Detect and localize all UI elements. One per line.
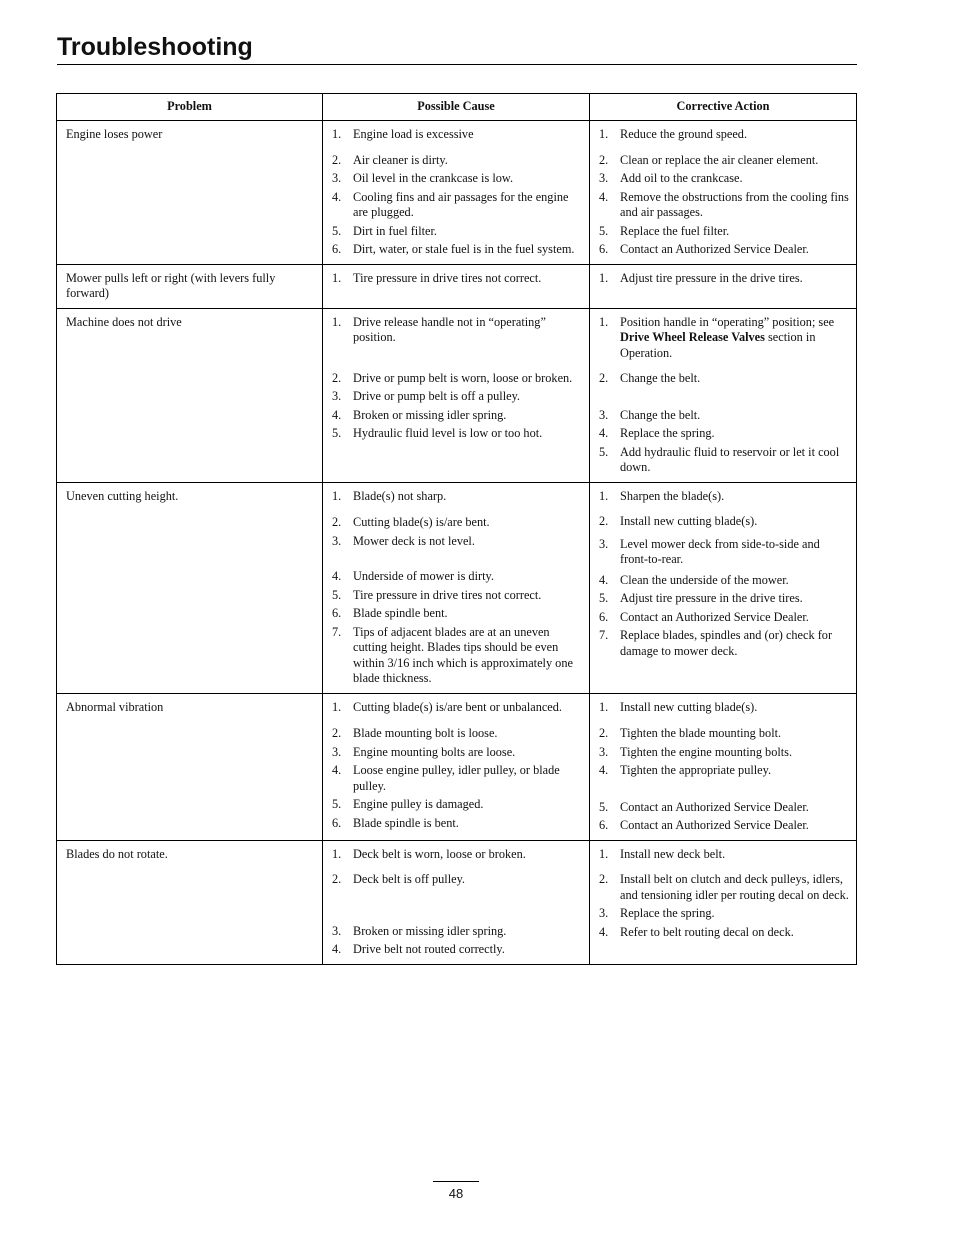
item-number: 4. [599,924,609,939]
item-text [620,190,850,221]
item-text-main: Deck belt is worn, loose or broken. [353,846,526,861]
item-text-main: Broken or missing idler spring. [353,923,507,938]
item-text [353,515,583,531]
item-number: 2. [332,370,342,385]
item-text [353,389,583,405]
item-text-main: Tire pressure in drive tires not correct. [353,270,542,285]
item-number: 4. [599,763,609,777]
item-text-main: Contact an Authorized Service Dealer. [620,818,809,832]
action-item [599,153,850,169]
action-item [599,745,850,761]
item-number: 4. [599,426,609,440]
action-item [599,906,850,922]
item-text-main: Dirt in fuel filter. [353,223,438,238]
item-text [620,408,850,424]
item-number: 5. [599,444,609,459]
item-number: 4. [332,407,342,422]
item-number: 1. [332,314,342,329]
item-text-main: Drive or pump belt is worn, loose or broken. [353,370,573,385]
item-text-main: Tighten the engine mounting bolts. [620,744,793,759]
cause-item [332,797,583,813]
item-number: 2. [332,726,342,740]
item-text-main: Clean the underside of the mower. [620,572,789,587]
item-text [620,847,850,863]
item-text-main: Sharpen the blade(s). [620,488,725,503]
table-row [57,121,857,265]
item-text-main: Contact an Authorized Service Dealer. [620,609,809,624]
header-corrective-action: Corrective Action [590,94,857,121]
item-text [353,625,583,687]
item-text [353,271,583,287]
item-number: 6. [332,606,342,620]
item-number: 3. [332,744,342,759]
item-number: 3. [332,171,342,185]
item-text-main: Tighten the appropriate pulley. [620,763,772,777]
item-text [620,745,850,761]
item-text [353,942,583,958]
item-text-main: Install belt on clutch and deck pulleys, idlers, and tensioning idler per routing decal on deck. [620,872,849,902]
action-item [599,537,850,568]
item-number: 1. [599,488,609,503]
item-number: 3. [599,744,609,759]
item-text-main: Loose engine pulley, idler pulley, or blade pulley. [353,763,560,793]
item-text-main: Adjust tire pressure in the drive tires. [620,591,803,605]
cause-cell [323,840,590,964]
item-text [620,726,850,742]
item-number: 5. [332,797,342,811]
table-header-row [57,94,857,121]
action-item [599,190,850,221]
table-row [57,308,857,482]
action-item [599,426,850,442]
action-item [599,925,850,941]
page-number-rule [433,1181,479,1182]
item-text [353,190,583,221]
item-text-main: Blade mounting bolt is loose. [353,726,498,740]
item-number: 6. [599,242,609,256]
action-item [599,573,850,589]
item-text [353,606,583,622]
item-text-main: Tighten the blade mounting bolt. [620,726,782,740]
item-number: 3. [332,533,342,548]
cause-item [332,242,583,258]
item-number: 1. [599,127,609,141]
problem-cell: Uneven cutting height. [57,482,323,693]
item-number: 4. [332,942,342,956]
cause-item [332,816,583,832]
cause-item [332,745,583,761]
action-cell [590,693,857,840]
cause-item [332,942,583,958]
item-text-main: Hydraulic fluid level is low or too hot. [353,426,543,440]
item-number: 3. [599,407,609,422]
action-item [599,242,850,258]
item-text [353,816,583,832]
page-number: 48 [448,1186,464,1201]
item-text [353,763,583,794]
item-number: 7. [332,624,342,639]
cause-item [332,127,583,143]
item-text [353,242,583,258]
action-item [599,445,850,476]
page-title: Troubleshooting [57,33,253,61]
item-text-main: Engine mounting bolts are loose. [353,744,516,759]
item-text [620,573,850,589]
action-item [599,726,850,742]
item-number: 5. [599,223,609,238]
item-text [620,224,850,240]
action-item [599,315,850,362]
table-row [57,482,857,693]
item-number: 5. [332,223,342,238]
action-item [599,591,850,607]
item-text [353,371,583,387]
item-number: 4. [332,189,342,204]
cause-item [332,190,583,221]
item-text [620,700,850,716]
item-text-main: Position handle in “operating” position; see [620,314,835,329]
item-text-main: Replace the fuel filter. [620,223,730,238]
item-text-main: Blade spindle is bent. [353,815,459,830]
cause-item [332,588,583,604]
cause-item [332,153,583,169]
cause-item [332,763,583,794]
item-text-main: Add oil to the crankcase. [620,171,743,185]
item-number: 4. [332,763,342,777]
action-item [599,818,850,834]
cause-item [332,847,583,863]
cause-item [332,224,583,240]
cause-item [332,625,583,687]
item-text-main: Broken or missing idler spring. [353,407,507,422]
problem-cell: Machine does not drive [57,308,323,482]
item-text [353,588,583,604]
cause-cell [323,308,590,482]
item-text-main: Install new cutting blade(s). [620,514,758,528]
item-text [353,534,583,550]
cause-item [332,371,583,387]
item-text-main: Blade spindle bent. [353,606,448,620]
cause-cell [323,264,590,308]
item-text [353,171,583,187]
item-number: 3. [599,171,609,185]
item-text [353,426,583,442]
title-divider [57,64,857,65]
action-cell [590,308,857,482]
item-text-main: Underside of mower is dirty. [353,569,494,583]
item-number: 4. [599,572,609,587]
item-text [353,924,583,940]
item-number: 6. [332,815,342,830]
action-item [599,610,850,626]
item-text-main: Clean or replace the air cleaner element. [620,152,819,167]
item-text-main: Install new cutting blade(s). [620,699,758,714]
item-text [620,537,850,568]
item-number: 2. [599,726,609,740]
item-text-main: Replace the spring. [620,426,715,440]
cause-item [332,726,583,742]
item-text [620,242,850,258]
cause-cell [323,693,590,840]
item-number: 1. [332,699,342,714]
item-text [353,315,583,346]
item-text [620,153,850,169]
item-text [620,271,850,287]
section-reference: Drive Wheel Release Valves [620,330,765,344]
header-problem: Problem [57,94,323,121]
cause-item [332,569,583,585]
item-text-main: Air cleaner is dirty. [353,152,448,167]
item-text [620,818,850,834]
cause-item [332,872,583,888]
item-text [620,610,850,626]
item-number: 2. [332,872,342,886]
problem-cell: Engine loses power [57,121,323,265]
item-text [353,489,583,505]
item-text [620,591,850,607]
item-number: 1. [599,699,609,714]
cause-item [332,315,583,346]
action-item [599,224,850,240]
item-text-main: Change the belt. [620,371,701,385]
item-number: 3. [332,923,342,938]
cause-item [332,606,583,622]
action-item [599,371,850,387]
action-item [599,171,850,187]
item-text-main: Cutting blade(s) is/are bent or unbalanced. [353,699,562,714]
action-item [599,763,850,779]
item-text-main: Engine load is excessive [353,127,474,141]
item-text [620,872,850,903]
item-text-main: Cooling fins and air passages for the engine are plugged. [353,189,569,219]
item-text [353,745,583,761]
item-text-main: Oil level in the crankcase is low. [353,171,514,185]
item-text [353,224,583,240]
item-number: 3. [332,389,342,403]
item-number: 2. [599,514,609,528]
item-text-main: Contact an Authorized Service Dealer. [620,242,809,256]
item-text [620,127,850,143]
action-item [599,489,850,505]
item-text-main: Drive release handle not in “operating” position. [353,314,546,344]
action-cell [590,121,857,265]
item-text-main: Tire pressure in drive tires not correct. [353,587,542,602]
item-text-main: Remove the obstructions from the cooling fins and air passages. [620,189,849,219]
item-text [620,925,850,941]
item-text [620,426,850,442]
cause-item [332,271,583,287]
item-text [620,171,850,187]
item-text-main: Contact an Authorized Service Dealer. [620,799,809,814]
problem-cell: Blades do not rotate. [57,840,323,964]
item-text-main: Cutting blade(s) is/are bent. [353,515,490,529]
item-number: 7. [599,628,609,642]
problem-cell: Mower pulls left or right (with levers fully forward) [57,264,323,308]
item-number: 5. [332,426,342,440]
item-text [620,371,850,387]
item-text-main: Add hydraulic fluid to reservoir or let it cool down. [620,444,840,474]
problem-cell: Abnormal vibration [57,693,323,840]
action-item [599,514,850,530]
item-text [353,847,583,863]
action-cell [590,482,857,693]
cause-cell [323,482,590,693]
item-text-main: Install new deck belt. [620,846,726,861]
action-item [599,847,850,863]
table-row [57,264,857,308]
item-number: 2. [599,371,609,385]
item-text-main: Blade(s) not sharp. [353,488,447,503]
item-number: 1. [599,270,609,285]
cause-cell [323,121,590,265]
item-text-main: Reduce the ground speed. [620,127,748,141]
item-number: 1. [599,846,609,861]
item-number: 2. [599,152,609,167]
item-number: 2. [332,152,342,167]
item-text-main: Mower deck is not level. [353,533,475,548]
cause-item [332,489,583,505]
item-number: 4. [599,189,609,204]
item-number: 5. [599,799,609,814]
item-text [620,445,850,476]
item-number: 6. [599,609,609,624]
item-text-main: Refer to belt routing decal on deck. [620,924,794,939]
item-text [353,797,583,813]
item-text [353,153,583,169]
action-cell [590,840,857,964]
item-text-main: Engine pulley is damaged. [353,797,484,811]
cause-item [332,515,583,531]
item-text-main: Level mower deck from side-to-side and front-to-rear. [620,536,820,566]
cause-item [332,700,583,716]
item-text [620,315,850,362]
item-text [620,489,850,505]
cause-item [332,534,583,550]
item-text-main: Change the belt. [620,407,701,422]
item-text-tail: section in Operation. [620,330,816,360]
item-number: 2. [332,515,342,529]
item-text [620,906,850,922]
item-number: 2. [599,872,609,886]
cause-item [332,426,583,442]
item-number: 4. [332,569,342,583]
table-body [57,121,857,965]
item-number: 1. [599,314,609,329]
item-number: 3. [599,906,609,920]
item-number: 1. [332,127,342,141]
cause-item [332,389,583,405]
item-text [353,700,583,716]
cause-item [332,408,583,424]
item-number: 6. [332,242,342,256]
action-item [599,628,850,659]
item-text-main: Replace the spring. [620,906,715,920]
action-item [599,700,850,716]
item-number: 5. [332,587,342,602]
item-text [353,569,583,585]
item-text-main: Replace blades, spindles and (or) check for damage to mower deck. [620,628,833,658]
item-text [353,408,583,424]
item-text [620,800,850,816]
table-row [57,693,857,840]
item-text [353,872,583,888]
item-text [620,514,850,530]
header-possible-cause: Possible Cause [323,94,590,121]
item-text-main: Tips of adjacent blades are at an uneven cutting height. Blades tips should be even within 3/16 inch which is approximately one blade thickness. [353,624,573,685]
item-number: 1. [332,488,342,503]
action-item [599,408,850,424]
action-cell [590,264,857,308]
item-number: 1. [332,270,342,285]
cause-item [332,171,583,187]
cause-item [332,924,583,940]
item-text [620,763,850,779]
item-number: 3. [599,536,609,551]
item-number: 6. [599,818,609,832]
item-text-main: Drive belt not routed correctly. [353,942,505,956]
item-text-main: Adjust tire pressure in the drive tires. [620,270,803,285]
action-item [599,872,850,903]
action-item [599,127,850,143]
item-text [353,127,583,143]
action-item [599,271,850,287]
item-text [353,726,583,742]
item-text [620,628,850,659]
item-text-main: Drive or pump belt is off a pulley. [353,389,520,403]
item-text-main: Deck belt is off pulley. [353,872,466,886]
item-number: 5. [599,591,609,605]
action-item [599,800,850,816]
table-row [57,840,857,964]
troubleshooting-table [56,93,857,965]
item-number: 1. [332,846,342,861]
item-text-main: Dirt, water, or stale fuel is in the fuel system. [353,242,575,256]
